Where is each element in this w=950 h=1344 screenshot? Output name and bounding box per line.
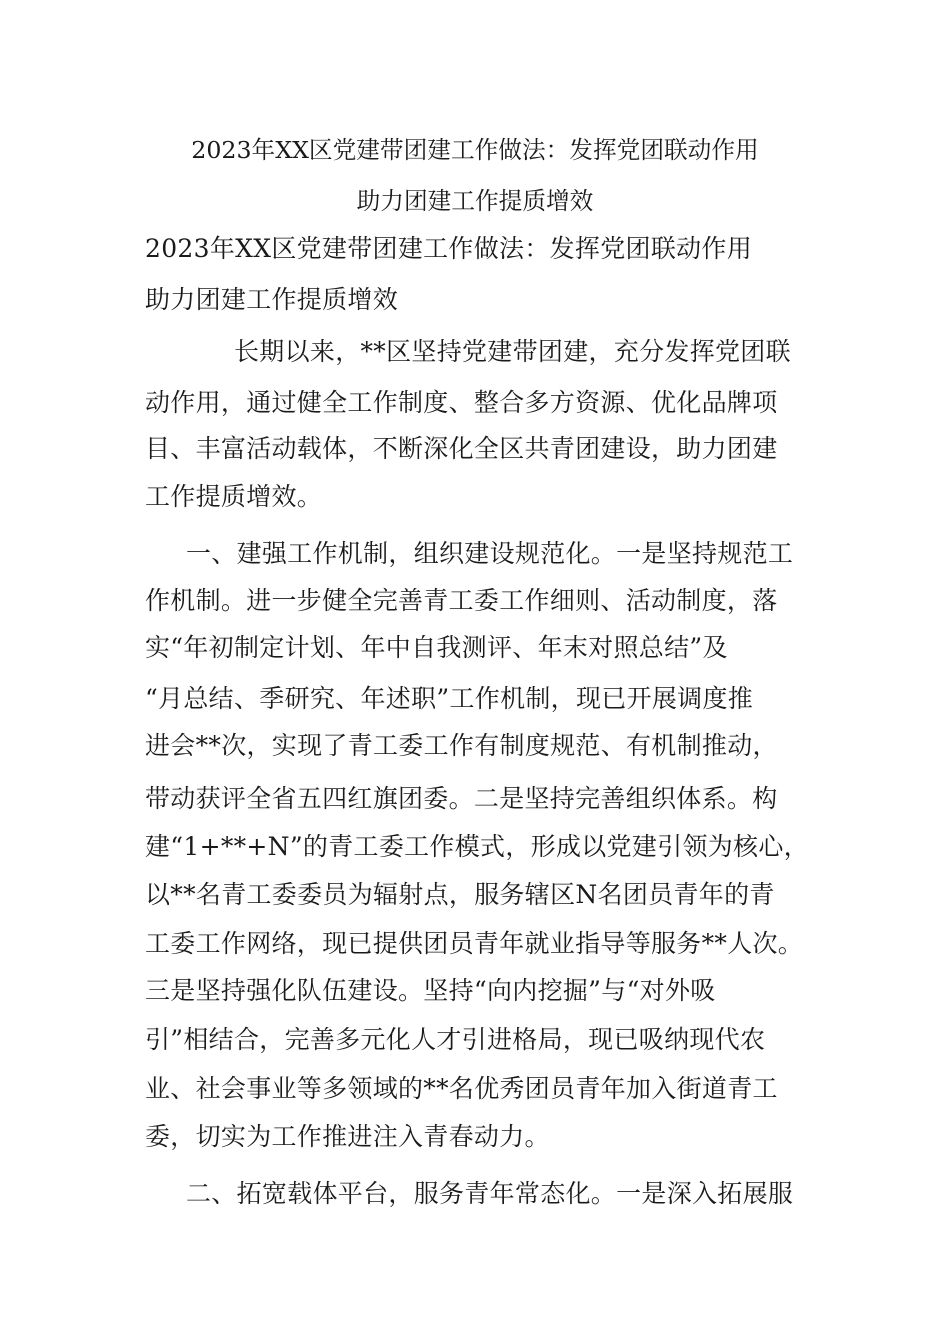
paragraph-line: 动作用，通过健全工作制度、整合多方资源、优化品牌项 [145,388,778,417]
paragraph-line: 建“1+**+N”的青工委工作模式，形成以党建引领为核心， [145,832,809,861]
paragraph-line: 带动获评全省五四红旗团委。二是坚持完善组织体系。构 [145,784,778,813]
paragraph-line: 三是坚持强化队伍建设。坚持“向内挖掘”与“对外吸 [145,976,716,1005]
document-title-line-2: 助力团建工作提质增效 [356,187,594,215]
paragraph-line: 实“年初制定计划、年中自我测评、年末对照总结”及 [145,633,728,662]
document-title-line-1: 2023年XX区党建带团建工作做法：发挥党团联动作用 [191,136,759,164]
paragraph-line: 引”相结合，完善多元化人才引进格局，现已吸纳现代农 [145,1025,766,1054]
paragraph-line: 工委工作网络，现已提供团员青年就业指导等服务**人次。 [145,929,804,958]
paragraph-line: 作机制。进一步健全完善青工委工作细则、活动制度，落 [145,586,778,615]
paragraph-line: 业、社会事业等多领域的**名优秀团员青年加入街道青工 [145,1074,778,1103]
paragraph-line: “月总结、季研究、年述职”工作机制，现已开展调度推 [145,684,754,713]
paragraph-line: 进会**次，实现了青工委工作有制度规范、有机制推动， [145,731,778,760]
heading-line-2: 助力团建工作提质增效 [145,285,399,314]
paragraph-line: 委，切实为工作推进注入青春动力。 [145,1122,550,1151]
paragraph-line: 以**名青工委委员为辐射点，服务辖区N名团员青年的青 [145,880,775,909]
paragraph-line: 目、丰富活动载体，不断深化全区共青团建设，助力团建 [145,434,778,463]
paragraph-line: 工作提质增效。 [145,482,323,511]
paragraph-line: 长期以来，**区坚持党建带团建，充分发挥党团联 [234,337,791,366]
paragraph-line: 一、建强工作机制，组织建设规范化。一是坚持规范工 [186,539,794,568]
paragraph-line: 二、拓宽载体平台，服务青年常态化。一是深入拓展服 [186,1179,794,1208]
heading-line-1: 2023年XX区党建带团建工作做法：发挥党团联动作用 [145,234,753,263]
